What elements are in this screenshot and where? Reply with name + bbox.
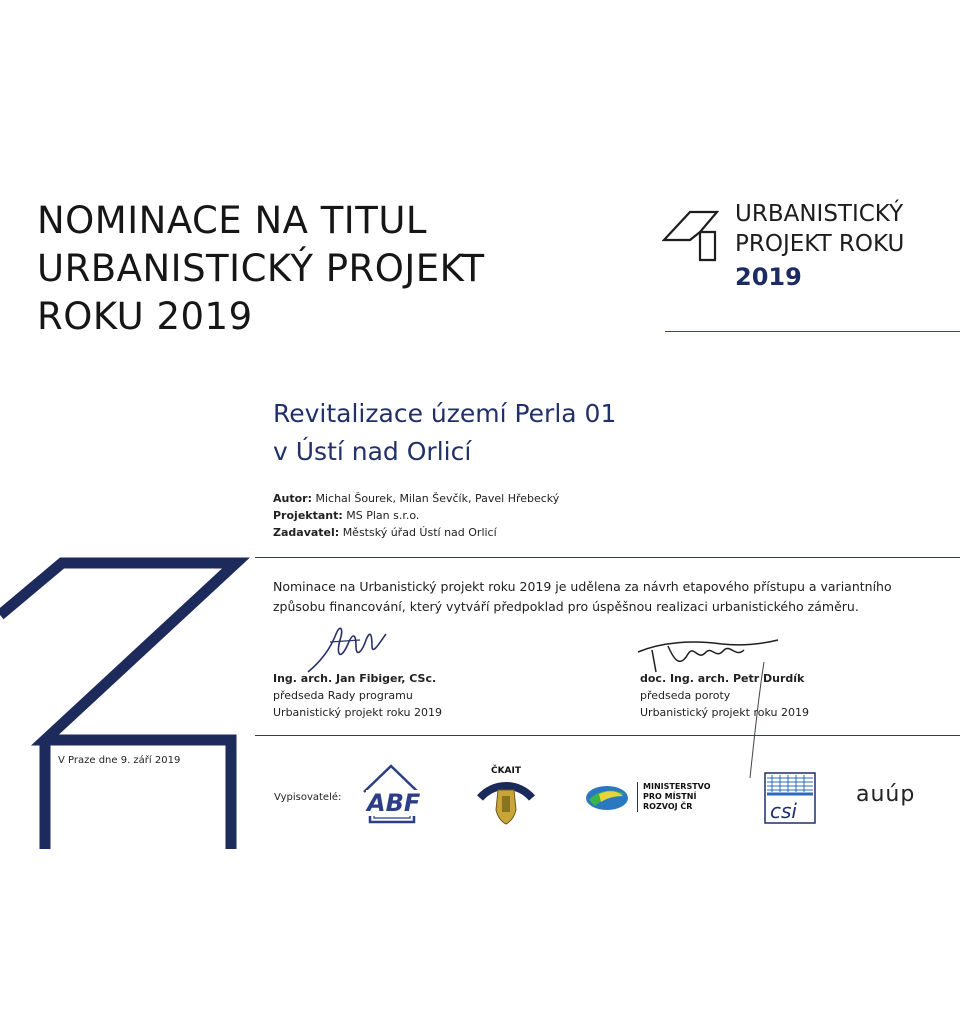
client-label: Zadavatel: <box>273 526 340 539</box>
cssi-emblem-icon <box>764 772 816 824</box>
project-title-line-2: v Ústí nad Orlicí <box>273 437 472 466</box>
credit-client <box>273 524 559 541</box>
program-logo-year: 2019 <box>735 263 802 291</box>
signatory-name: Ing. arch. Jan Fibiger, CSc. <box>273 672 437 685</box>
mmr-logo <box>585 782 725 814</box>
signatory-durdik <box>640 670 809 721</box>
ckait-emblem-icon <box>476 776 536 826</box>
program-logo-icon <box>662 202 724 262</box>
program-logo-text <box>735 199 904 259</box>
auup-logo: auúp <box>856 782 916 807</box>
signatory-program: Urbanistický projekt roku 2019 <box>273 706 442 719</box>
signatory-fibiger <box>273 670 442 721</box>
description-line-2: způsobu financování, který vytváří předpoklad pro úspěšnou realizaci urbanistického záměru. <box>273 599 859 614</box>
designer-value: MS Plan s.r.o. <box>346 509 420 522</box>
signatory-program: Urbanistický projekt roku 2019 <box>640 706 809 719</box>
svg-text:csi: csi <box>770 799 797 823</box>
description-line-1: Nominace na Urbanistický projekt roku 2019 je udělena za návrh etapového přístupu a variantního <box>273 579 892 594</box>
program-logo-line-1: URBANISTICKÝ <box>735 201 904 227</box>
abf-logo <box>358 760 424 826</box>
certificate-heading <box>37 197 597 341</box>
credit-designer <box>273 507 559 524</box>
program-logo <box>662 196 960 336</box>
ckait-logo-text: ČKAIT <box>490 766 522 776</box>
signatory-role: předseda Rady programu <box>273 689 413 702</box>
sponsors-label: Vypisovatelé: <box>274 792 342 803</box>
client-value: Městský úřad Ústí nad Orlicí <box>342 526 497 539</box>
designer-label: Projektant: <box>273 509 343 522</box>
heading-line-1: NOMINACE NA TITUL <box>37 199 428 242</box>
author-value: Michal Šourek, Milan Ševčík, Pavel Hřebecký <box>315 492 560 505</box>
project-title <box>273 395 873 471</box>
program-logo-line-2: PROJEKT ROKU <box>735 231 905 257</box>
logo-divider <box>665 331 960 332</box>
credit-author <box>273 490 559 507</box>
project-title-line-1: Revitalizace území Perla 01 <box>273 399 617 428</box>
author-label: Autor: <box>273 492 312 505</box>
issue-date: V Praze dne 9. září 2019 <box>58 755 181 766</box>
ckait-logo <box>476 766 536 830</box>
mmr-logo-text <box>643 782 711 812</box>
divider-top <box>255 557 960 558</box>
mmr-line-1: MINISTERSTVO <box>643 782 711 791</box>
mmr-line-3: ROZVOJ ČR <box>643 802 693 811</box>
heading-line-2: URBANISTICKÝ PROJEKT <box>37 247 485 290</box>
divider-bottom <box>255 735 960 736</box>
heading-line-3: ROKU 2019 <box>37 295 253 338</box>
mmr-divider <box>637 782 638 812</box>
cssi-logo <box>764 772 816 824</box>
credits <box>273 490 559 541</box>
signatory-name: doc. Ing. arch. Petr Durdík <box>640 672 805 685</box>
abf-logo-text: ABF <box>367 789 421 817</box>
nomination-description <box>273 577 953 617</box>
mmr-line-2: PRO MÍSTNÍ <box>643 792 697 801</box>
signatory-role: předseda poroty <box>640 689 731 702</box>
mmr-emblem-icon <box>585 784 631 812</box>
